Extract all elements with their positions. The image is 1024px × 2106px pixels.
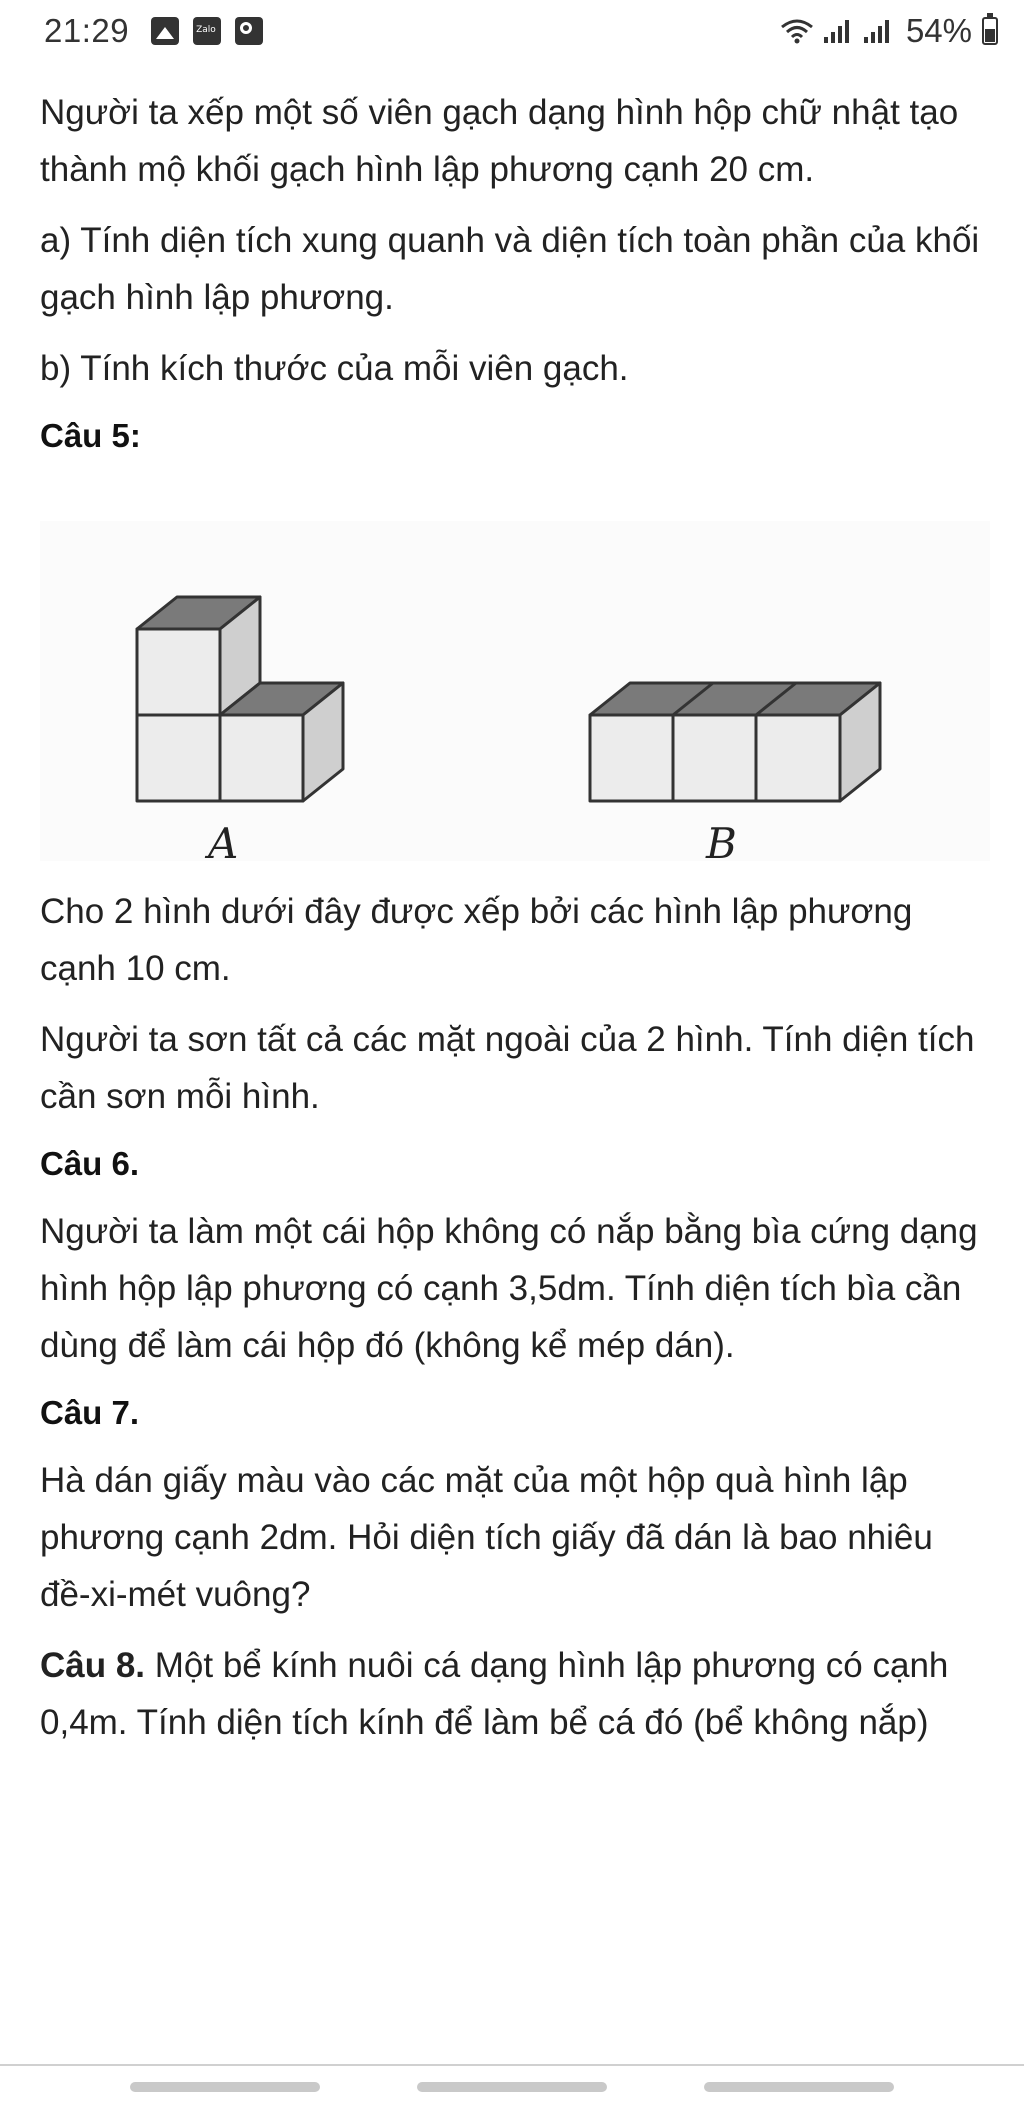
question-5-text-1: Cho 2 hình dưới đây được xếp bởi các hình lập phương cạnh 10 cm. [40, 892, 913, 988]
figure-a-bottom-right-front [220, 715, 303, 801]
message-icon [235, 17, 263, 45]
zalo-icon [193, 17, 221, 45]
battery-percent: 54% [905, 12, 972, 49]
gallery-icon [151, 17, 179, 45]
question-8-text: Một bể kính nuôi cá dạng hình lập phương có cạnh 0,4m. Tính diện tích kính để làm bể cá đó (bể không nắp) [40, 1646, 949, 1742]
status-right [780, 12, 998, 50]
figure-b-top [590, 683, 880, 715]
wifi-icon [780, 17, 814, 45]
question-7-text: Hà dán giấy màu vào các mặt của một hộp quà hình lập phương cạnh 2dm. Hỏi diện tích giấy đã dán là bao nhiêu đề-xi-mét vuông? [40, 1461, 933, 1614]
question-8-title: Câu 8. [40, 1646, 146, 1685]
figure-b-front [590, 715, 840, 801]
battery-icon [982, 17, 998, 45]
nav-divider [0, 2064, 1024, 2066]
nav-recents-button[interactable] [130, 2082, 320, 2092]
question-5-text-2: Người ta sơn tất cả các mặt ngoài của 2 hình. Tính diện tích cần sơn mỗi hình. [40, 1020, 975, 1116]
status-bar [0, 0, 1024, 62]
figure-a-label: A [208, 819, 239, 868]
figure-b [590, 683, 880, 801]
question-6-text: Người ta làm một cái hộp không có nắp bằng bìa cứng dạng hình hộp lập phương có cạnh 3,5dm. Tính diện tích bìa cần dùng để làm cái hộp đó (không kể mép dán). [40, 1212, 978, 1365]
status-left [44, 12, 277, 50]
document-content [40, 84, 990, 1765]
status-time: 21:29 [44, 12, 130, 49]
figure-a-top-cube-front [137, 629, 220, 715]
figure-b-label: B [706, 819, 737, 868]
nav-back-button[interactable] [704, 2082, 894, 2092]
part-a-paragraph: a) Tính diện tích xung quanh và diện tích toàn phần của khối gạch hình lập phương. [40, 221, 980, 317]
part-b-paragraph: b) Tính kích thước của mỗi viên gạch. [40, 349, 629, 388]
intro-paragraph: Người ta xếp một số viên gạch dạng hình hộp chữ nhật tạo thành mộ khối gạch hình lập phương cạnh 20 cm. [40, 93, 959, 189]
question-8-paragraph [40, 1637, 990, 1751]
signal-icon [860, 17, 894, 45]
question-7-title: Câu 7. [40, 1394, 140, 1431]
nav-home-button[interactable] [417, 2082, 607, 2092]
question-6-title: Câu 6. [40, 1145, 140, 1182]
figure-a-bottom-left-front [137, 715, 220, 801]
signal-icon [820, 17, 854, 45]
question-5-title: Câu 5: [40, 417, 141, 454]
navigation-bar [0, 2068, 1024, 2106]
cube-figures [40, 521, 990, 868]
cube-figures-drawing [40, 521, 990, 861]
battery-fill [985, 29, 995, 42]
